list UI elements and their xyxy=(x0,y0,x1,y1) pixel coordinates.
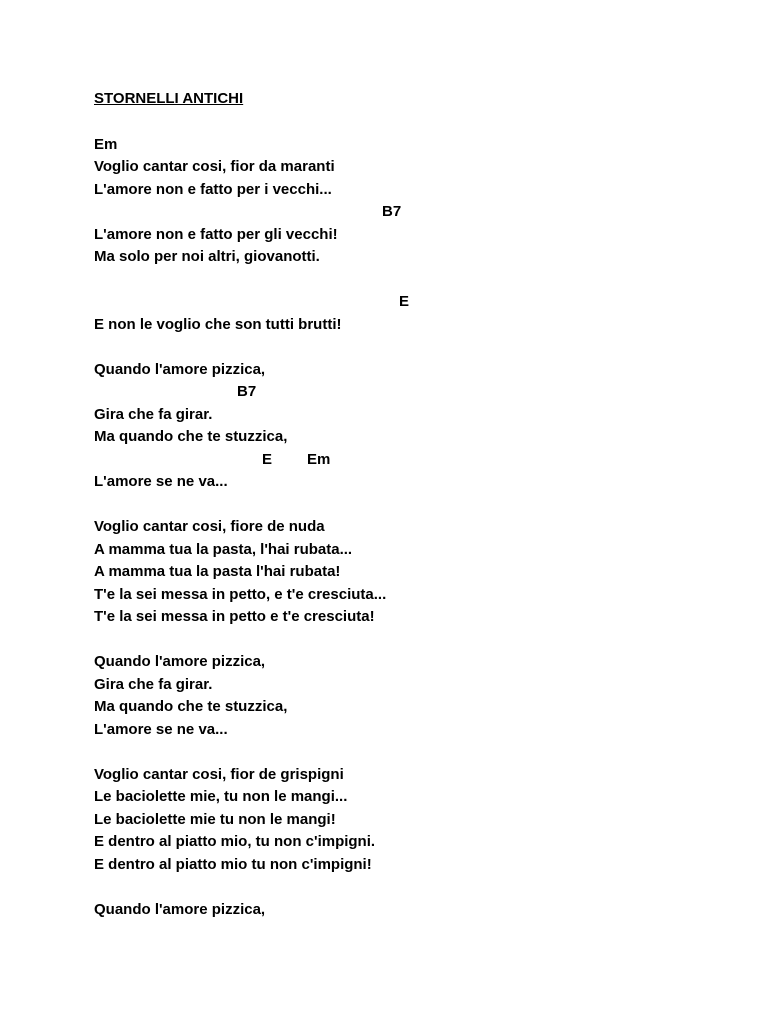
lyric-line: Le baciolette mie tu non le mangi! xyxy=(94,811,336,828)
lyric-line: Gira che fa girar. xyxy=(94,406,213,423)
lyric-line: Ma quando che te stuzzica, xyxy=(94,698,288,715)
lyric-line: Ma solo per noi altri, giovanotti. xyxy=(94,248,320,265)
lyric-line: A mamma tua la pasta l'hai rubata! xyxy=(94,563,341,580)
lyric-line: L'amore se ne va... xyxy=(94,473,228,490)
lyric-line: Voglio cantar cosi, fior de grispigni xyxy=(94,766,344,783)
lyric-line: E dentro al piatto mio tu non c'impigni! xyxy=(94,856,372,873)
lyric-line: A mamma tua la pasta, l'hai rubata... xyxy=(94,541,353,558)
lyric-line: E non le voglio che son tutti brutti! xyxy=(94,316,342,333)
chord-line: B7 xyxy=(237,383,257,400)
chord-line: E xyxy=(262,451,273,468)
lyric-line: T'e la sei messa in petto e t'e cresciuta! xyxy=(94,608,375,625)
lyric-line: Le baciolette mie, tu non le mangi... xyxy=(94,788,348,805)
lyric-line: L'amore se ne va... xyxy=(94,721,228,738)
lyric-line: Ma quando che te stuzzica, xyxy=(94,428,288,445)
lyric-line: L'amore non e fatto per gli vecchi! xyxy=(94,226,338,243)
lyric-line: E dentro al piatto mio, tu non c'impigni. xyxy=(94,833,376,850)
lyric-line: L'amore non e fatto per i vecchi... xyxy=(94,181,332,198)
chord-line: Em xyxy=(307,451,331,468)
lyric-line: Voglio cantar cosi, fiore de nuda xyxy=(94,518,325,535)
chord-line: Em xyxy=(94,136,118,153)
chord-line: B7 xyxy=(382,203,402,220)
lyric-line: Quando l'amore pizzica, xyxy=(94,361,266,378)
song-title: STORNELLI ANTICHI xyxy=(94,90,244,107)
chord-line: E xyxy=(399,293,410,310)
lyric-line: Quando l'amore pizzica, xyxy=(94,901,266,918)
lyric-line: Voglio cantar cosi, fior da maranti xyxy=(94,158,335,175)
lyric-line: Quando l'amore pizzica, xyxy=(94,653,266,670)
lyric-line: Gira che fa girar. xyxy=(94,676,213,693)
lyric-line: T'e la sei messa in petto, e t'e cresciuta... xyxy=(94,586,387,603)
